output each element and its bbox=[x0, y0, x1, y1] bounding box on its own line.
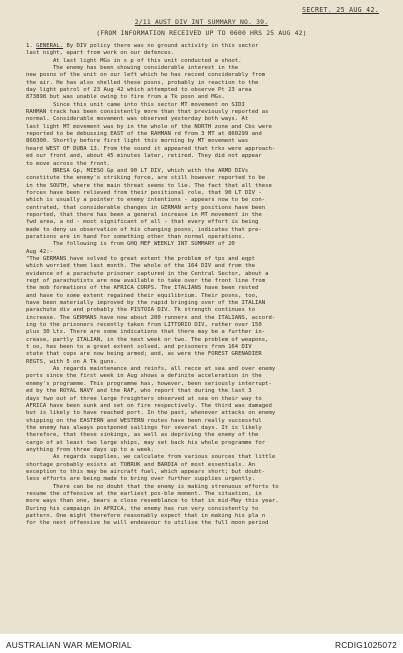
body-line: the mob formations of the AFRICA CORPS. The ITALIANS have been rested bbox=[26, 285, 259, 292]
body-line: parations are in hand for something other than normal operations. bbox=[26, 233, 245, 240]
body-line: and have to some extent regained their equilibrium. Their posns, too, bbox=[26, 292, 259, 299]
body-line: last night, apart from work on our defences. bbox=[26, 50, 175, 57]
summary-title: 2/11 AUST DIV INT SUMMARY NO. 39. bbox=[134, 18, 269, 26]
body-line: exception to this may be aircraft fuel, which appears short; but doubt- bbox=[26, 468, 266, 475]
body-line: parachute div and probably the PISTOIA DIV. Tk strength continues to bbox=[26, 307, 256, 314]
body-line: Since this unit came into this sector MT movement on SIDI bbox=[26, 101, 245, 108]
body-line: plus 30 Lts. There are some indications that there may be a further in- bbox=[26, 329, 266, 336]
body-line: normal. Considerable movement was observed yesterday both ways. At bbox=[26, 116, 249, 123]
body-line: last light MT movement was by in the whole of the NORTH zone and Cbs were bbox=[26, 123, 272, 130]
body-line: have been materially improved by the rapid bringing over of the ITALIAN bbox=[26, 300, 266, 307]
body-line: state that cops are now being armed; and, as were the FOREST GRENADIER bbox=[26, 351, 262, 358]
body-line: the enemy has always postponed sailings for several days. It is likely bbox=[26, 424, 262, 431]
body-lines bbox=[26, 50, 387, 527]
body-line: ports since the first week in Aug shows a definite acceleration in the bbox=[26, 373, 262, 380]
document-body bbox=[26, 43, 387, 528]
body-line: forces have been relieved from their positional role, that 90 LT DIV - bbox=[26, 189, 262, 196]
body-line: more ways than one, bears a close resemblance to that in mid-May this year. bbox=[26, 498, 279, 505]
body-line: ed our front and, about 45 minutes later, retired. They did not appear bbox=[26, 153, 262, 160]
body-line: resume the offensive at the earliest pos-ble moment. The situation, in bbox=[26, 490, 262, 497]
body-line: heard WEST OF DUBA 13. From the sound it appeared that trks were approach- bbox=[26, 145, 276, 152]
body-line: 873898 but was unable owing to fire from a Tk posn and MGs. bbox=[26, 94, 225, 101]
body-line: BRESA Gp, MIESO Gp and 90 LT DIV, which with the ARMD DIVs bbox=[26, 167, 249, 174]
body-line: As regards supplies, we calculate from various sources that little bbox=[26, 454, 276, 461]
body-line: ed by the ROYAL NAVY and the RAF, who report that during the last 3 bbox=[26, 388, 252, 395]
body-line: reported, that there has been a general increase in MT movement in the bbox=[26, 211, 262, 218]
section-first-line-text: By DIV policy there was no ground activity in this sector bbox=[63, 43, 259, 49]
archive-name: AUSTRALIAN WAR MEMORIAL bbox=[6, 640, 132, 650]
body-line: regt of parachutists are now available to take over the front line from bbox=[26, 278, 266, 284]
body-line: shortage probably exists at TOBRUK and BARDIA of most essentials. An bbox=[26, 461, 256, 468]
body-line: therefore, that these sinkings, as well as depriving the enemy of the bbox=[26, 432, 259, 439]
body-line: less efforts are being made to bring over further supplies urgently. bbox=[26, 476, 256, 483]
body-line: At last light MGs in s p of this unit conducted a shoot. bbox=[26, 57, 242, 64]
body-line: t oo, has been to a great extent solved, and prisoners from 164 DIV bbox=[26, 344, 252, 351]
body-line: REGTS, with 5 on A Tk guns. bbox=[26, 358, 117, 365]
body-line: in the SOUTH, where the main threat seems to lie. The fact that all these bbox=[26, 182, 272, 189]
body-line: pattern. One might therefore reasonably expect that in making his pla n bbox=[26, 513, 266, 519]
body-line: enemy's programme. This programme has, however, been seriously interrupt- bbox=[26, 380, 272, 387]
body-line: "The GERMANS have solved to great extent the problem of tps and eqpt bbox=[26, 255, 256, 262]
summary-subtitle: (FROM INFORMATION RECEIVED UP TO 0600 HRS 25 AUG 42) bbox=[96, 29, 307, 37]
body-line: RAHMAN track has been consistently more than that previously reported as bbox=[26, 109, 269, 116]
body-line: fwd area, a nd - most significant of all - that every effort is being bbox=[26, 219, 259, 226]
body-line: AFRICA have been sunk and set on fire respectively. The third was damaged bbox=[26, 402, 272, 409]
section-first-line bbox=[26, 43, 387, 50]
body-line: crease, partly ITALIAN, in the next week or two. The problem of weapons, bbox=[26, 336, 269, 343]
body-line: Aug 42:- bbox=[26, 248, 53, 255]
body-line: centrated, that considerable changes in GERMAN arty positions have been bbox=[26, 204, 266, 211]
body-line: cargo of at least two large ships, may set back his whole programme for bbox=[26, 439, 266, 446]
body-line: but is likely to have reached port. In the past, whenever attacks on enemy bbox=[26, 410, 276, 417]
security-date-header: SECRET. 25 AUG 42. bbox=[302, 6, 379, 14]
body-line: There can be no doubt that the enemy is making strenuous efforts to bbox=[26, 483, 279, 490]
body-line: ing to the prisoners recently taken from LITTORIO DIV, rather over 150 bbox=[26, 322, 262, 329]
section-number: 1. bbox=[26, 43, 33, 49]
archive-reference: RCDIG1025072 bbox=[335, 640, 397, 650]
body-line: constitute the enemy's striking force, are still however reported to be bbox=[26, 175, 266, 182]
body-line: the air. He has also shelled these posns, probably in reaction to the bbox=[26, 79, 259, 86]
body-line: to move across the front. bbox=[26, 160, 111, 167]
body-line: for the next offensive he will endeavour to utilise the full moon period bbox=[26, 520, 269, 527]
body-line: anything from three days up to a week. bbox=[26, 446, 154, 453]
body-line: which is usually a pointer to enemy intentions - appears now to be con- bbox=[26, 197, 266, 204]
body-line: 860300. Shortly before first light this morning by MT movement was bbox=[26, 138, 249, 145]
body-line: day light patrol of 23 Aug 42 which attempted to observe Pt 23 area bbox=[26, 87, 252, 94]
body-line: new posns of the unit on our left which he has recced considerably from bbox=[26, 72, 266, 79]
body-line: which worried them last month. The whole of the 164 DIV and from the bbox=[26, 263, 256, 270]
body-line: During his campaign in AFRICA, the enemy has run very consistently to bbox=[26, 505, 259, 512]
body-line: As regards maintenance and reinfs, all recce at sea and over enemy bbox=[26, 366, 276, 373]
body-line: increase. The GERMANS have now about 200 runners and the ITALIANS, accord- bbox=[26, 314, 276, 321]
body-line: shipping on the EASTERN and WESTERN routes have been really successful bbox=[26, 417, 262, 424]
body-line: The following is from GHQ MEF WEEKLY INT SUMMARY of 20 bbox=[26, 241, 235, 248]
body-line: days two out of three large freighters observed at sea on their way to bbox=[26, 395, 262, 402]
archive-footer bbox=[0, 634, 403, 653]
section-heading: GENERAL. bbox=[36, 43, 64, 49]
body-line: The enemy has been showing considerable interest in the bbox=[26, 65, 239, 72]
body-line: reported to be debussing EAST of the RAHMAN rd from 3 MT at 860299 and bbox=[26, 131, 262, 138]
body-line: made to deny us observation of his changing posns, indicates that pre- bbox=[26, 226, 262, 233]
body-line: evidence of a parachute prisoner captured in the Central Sector, about a bbox=[26, 270, 269, 277]
